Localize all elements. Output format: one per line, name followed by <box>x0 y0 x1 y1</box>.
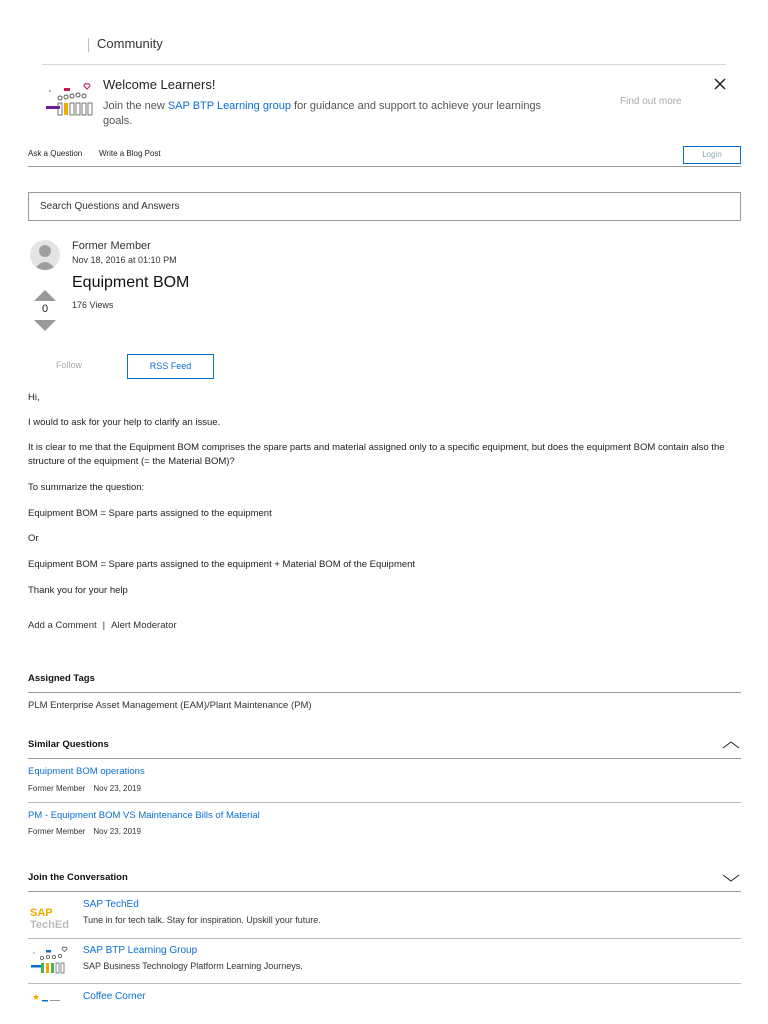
vote-up-icon[interactable] <box>34 290 56 301</box>
join-conversation-title: Join the Conversation <box>28 872 128 883</box>
comment-actions <box>28 620 177 631</box>
question-date: Nov 18, 2016 at 01:10 PM <box>72 255 177 265</box>
btp-learning-group-logo-icon <box>30 946 72 976</box>
conversation-link[interactable]: SAP TechEd <box>83 899 139 910</box>
coffee-corner-logo-icon <box>30 992 72 1004</box>
similar-question-link[interactable]: Equipment BOM operations <box>28 766 145 777</box>
link-separator: | <box>102 620 106 631</box>
add-comment-link[interactable]: Add a Comment <box>28 620 97 631</box>
rss-feed-button[interactable]: RSS Feed <box>127 354 214 379</box>
similar-question-date: Nov 23, 2019 <box>93 827 141 836</box>
similar-question-link[interactable]: PM - Equipment BOM VS Maintenance Bills of Material <box>28 810 260 821</box>
ask-question-link[interactable]: Ask a Question <box>28 149 83 158</box>
follow-button[interactable]: Follow <box>56 360 83 370</box>
alert-moderator-link[interactable]: Alert Moderator <box>111 620 177 631</box>
body-paragraph: Equipment BOM = Spare parts assigned to the equipment <box>28 508 272 519</box>
page-title: Equipment BOM <box>72 274 190 291</box>
similar-question-meta <box>28 784 141 793</box>
assigned-tags-title: Assigned Tags <box>28 673 95 684</box>
list-divider <box>28 983 741 984</box>
btp-learning-group-link[interactable]: SAP BTP Learning group <box>167 100 291 112</box>
body-paragraph: It is clear to me that the Equipment BOM comprises the spare parts and material assigned only to a specific equipment, but does the equipment BOM contain also the structure of the equipment (= the Material BOM)? <box>28 442 725 467</box>
conversation-link[interactable]: Coffee Corner <box>83 991 146 1002</box>
search-input[interactable]: Search Questions and Answers <box>28 192 741 221</box>
teched-logo-sap: SAP <box>30 907 53 919</box>
avatar <box>30 240 60 270</box>
community-link[interactable]: Community <box>97 36 163 51</box>
header-rule <box>42 64 726 65</box>
vote-count: 0 <box>41 303 49 315</box>
conversation-link[interactable]: SAP BTP Learning Group <box>83 945 198 956</box>
close-icon[interactable] <box>712 76 728 92</box>
conversation-description: SAP Business Technology Platform Learning Journeys. <box>83 961 303 971</box>
welcome-banner <box>42 72 732 136</box>
body-paragraph: To summarize the question: <box>28 482 145 493</box>
similar-question-date: Nov 23, 2019 <box>93 784 141 793</box>
body-paragraph: I would to ask for your help to clarify an issue. <box>28 417 221 428</box>
find-out-more-link[interactable]: Find out more <box>620 96 682 107</box>
body-paragraph: Or <box>28 533 39 544</box>
action-bar <box>28 147 741 169</box>
list-divider <box>28 802 741 803</box>
view-count: 176 Views <box>72 300 114 310</box>
write-blog-post-link[interactable]: Write a Blog Post <box>99 149 161 158</box>
question-author[interactable]: Former Member <box>72 240 151 252</box>
top-header <box>0 0 768 66</box>
banner-desc-text-end: for guidance and support to achieve your learnings goals. <box>103 100 542 127</box>
chevron-up-icon[interactable] <box>722 740 740 750</box>
banner-title: Welcome Learners! <box>103 77 216 92</box>
conversation-description: Tune in for tech talk. Stay for inspiration. Upskill your future. <box>83 915 321 925</box>
conversation-rule <box>28 891 741 892</box>
login-button[interactable]: Login <box>683 146 741 164</box>
user-avatar-icon <box>30 240 60 270</box>
list-divider <box>28 938 741 939</box>
tags-rule <box>28 692 741 693</box>
body-paragraph: Equipment BOM = Spare parts assigned to the equipment + Material BOM of the Equipment <box>28 559 416 570</box>
header-divider <box>88 38 89 52</box>
similar-questions-title: Similar Questions <box>28 739 109 750</box>
similar-question-author: Former Member <box>28 827 86 836</box>
tag-item[interactable]: PLM Enterprise Asset Management (EAM)/Plant Maintenance (PM) <box>28 700 312 711</box>
similar-rule <box>28 758 741 759</box>
vote-down-icon[interactable] <box>34 320 56 331</box>
body-paragraph: Thank you for your help <box>28 585 128 596</box>
learning-group-logo-icon <box>44 82 96 118</box>
action-bar-rule <box>28 166 741 167</box>
body-paragraph: Hi, <box>28 392 40 403</box>
similar-question-author: Former Member <box>28 784 86 793</box>
similar-question-meta <box>28 827 141 836</box>
teched-logo-teched: TechEd <box>30 919 69 931</box>
chevron-down-icon[interactable] <box>722 873 740 883</box>
banner-desc-text: Join the new <box>103 100 168 112</box>
sap-teched-logo <box>30 907 72 937</box>
banner-description <box>103 99 543 129</box>
